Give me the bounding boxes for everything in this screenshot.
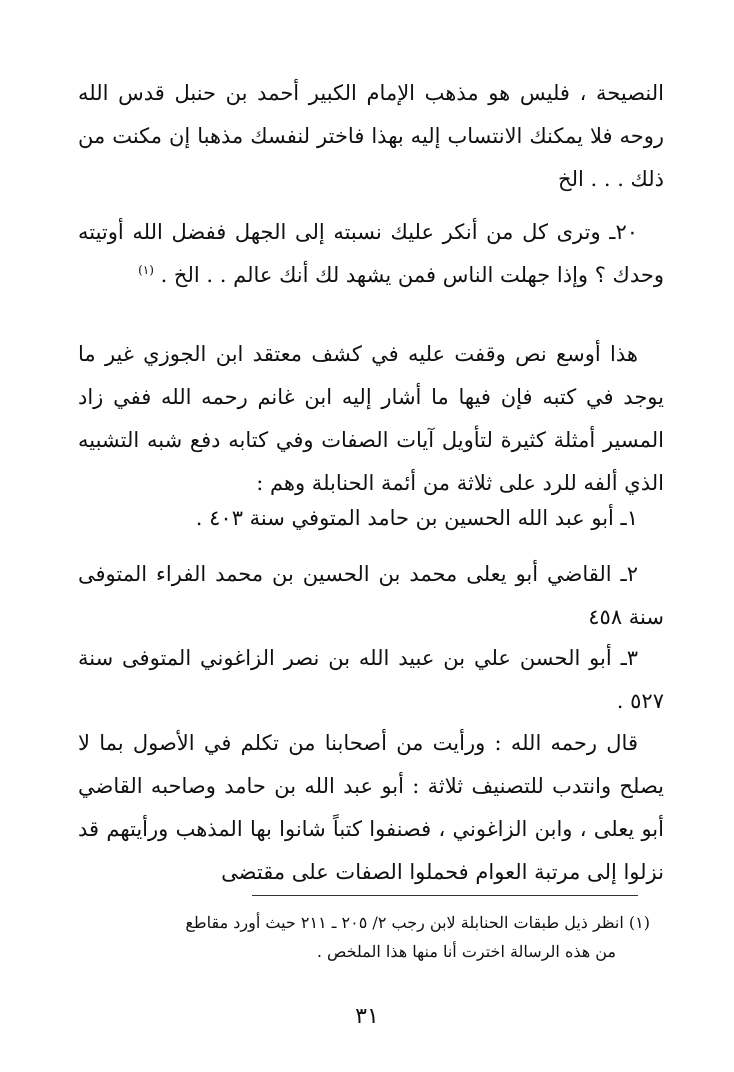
paragraph-1: النصيحة ، فليس هو مذهب الإمام الكبير أحمد بن حنبل قدس الله روحه فلا يمكنك الانتساب إليه بهذا فاختر لنفسك مذهبا إن مكنت من ذلك . . . الخ [78, 81, 664, 191]
footnote-1-line-1: (١) انظر ذيل طبقات الحنابلة لابن رجب ٢/ ٢٠٥ ـ ٢١١ حيث أورد مقاطع [185, 913, 650, 932]
list-item-3: ٣ـ أبو الحسن علي بن عبيد الله بن نصر الزاغوني المتوفى سنة ٥٢٧ . [78, 646, 664, 713]
list-item-1: ١ـ أبو عبد الله الحسين بن حامد المتوفي سنة ٤٠٣ . [195, 506, 638, 530]
page-number: ٣١ [355, 1004, 379, 1029]
footnote-reference[interactable]: (١) [138, 263, 154, 277]
footnote-1-line-2: من هذه الرسالة اخترت أنا منها هذا الملخص . [316, 942, 616, 961]
paragraph-3: هذا أوسع نص وقفت عليه في كشف معتقد ابن الجوزي غير ما يوجد في كتبه فإن فيها ما أشار إليه ابن غانم رحمه الله ففي زاد المسير أمثلة كثيرة لتأويل آيات الصفات وفي كتابه دفع شبه التشبيه الذي ألفه للرد على ثلاثة من أئمة الحنابلة وهم : [78, 342, 664, 495]
paragraph-2 [78, 211, 664, 297]
paragraph-2-text: ٢٠ـ وترى كل من أنكر عليك نسبته إلى الجهل ففضل الله أوتيته وحدك ؟ وإذا جهلت الناس فمن يشهد لك أنك عالم . . الخ . [78, 220, 664, 287]
list-item-2: ٢ـ القاضي أبو يعلى محمد بن الحسين بن محمد الفراء المتوفى سنة ٤٥٨ [78, 562, 664, 629]
paragraph-4: قال رحمه الله : ورأيت من أصحابنا من تكلم في الأصول بما لا يصلح وانتدب للتصنيف ثلاثة : أبو عبد الله بن حامد وصاحبه القاضي أبو يعلى ، وابن الزاغوني ، فصنفوا كتباً شانوا بها المذهب ورأيتهم قد نزلوا إلى مرتبة العوام فحملوا الصفات على مقتضى [78, 731, 664, 884]
footnotes [78, 908, 650, 966]
footnote-divider [252, 895, 638, 896]
